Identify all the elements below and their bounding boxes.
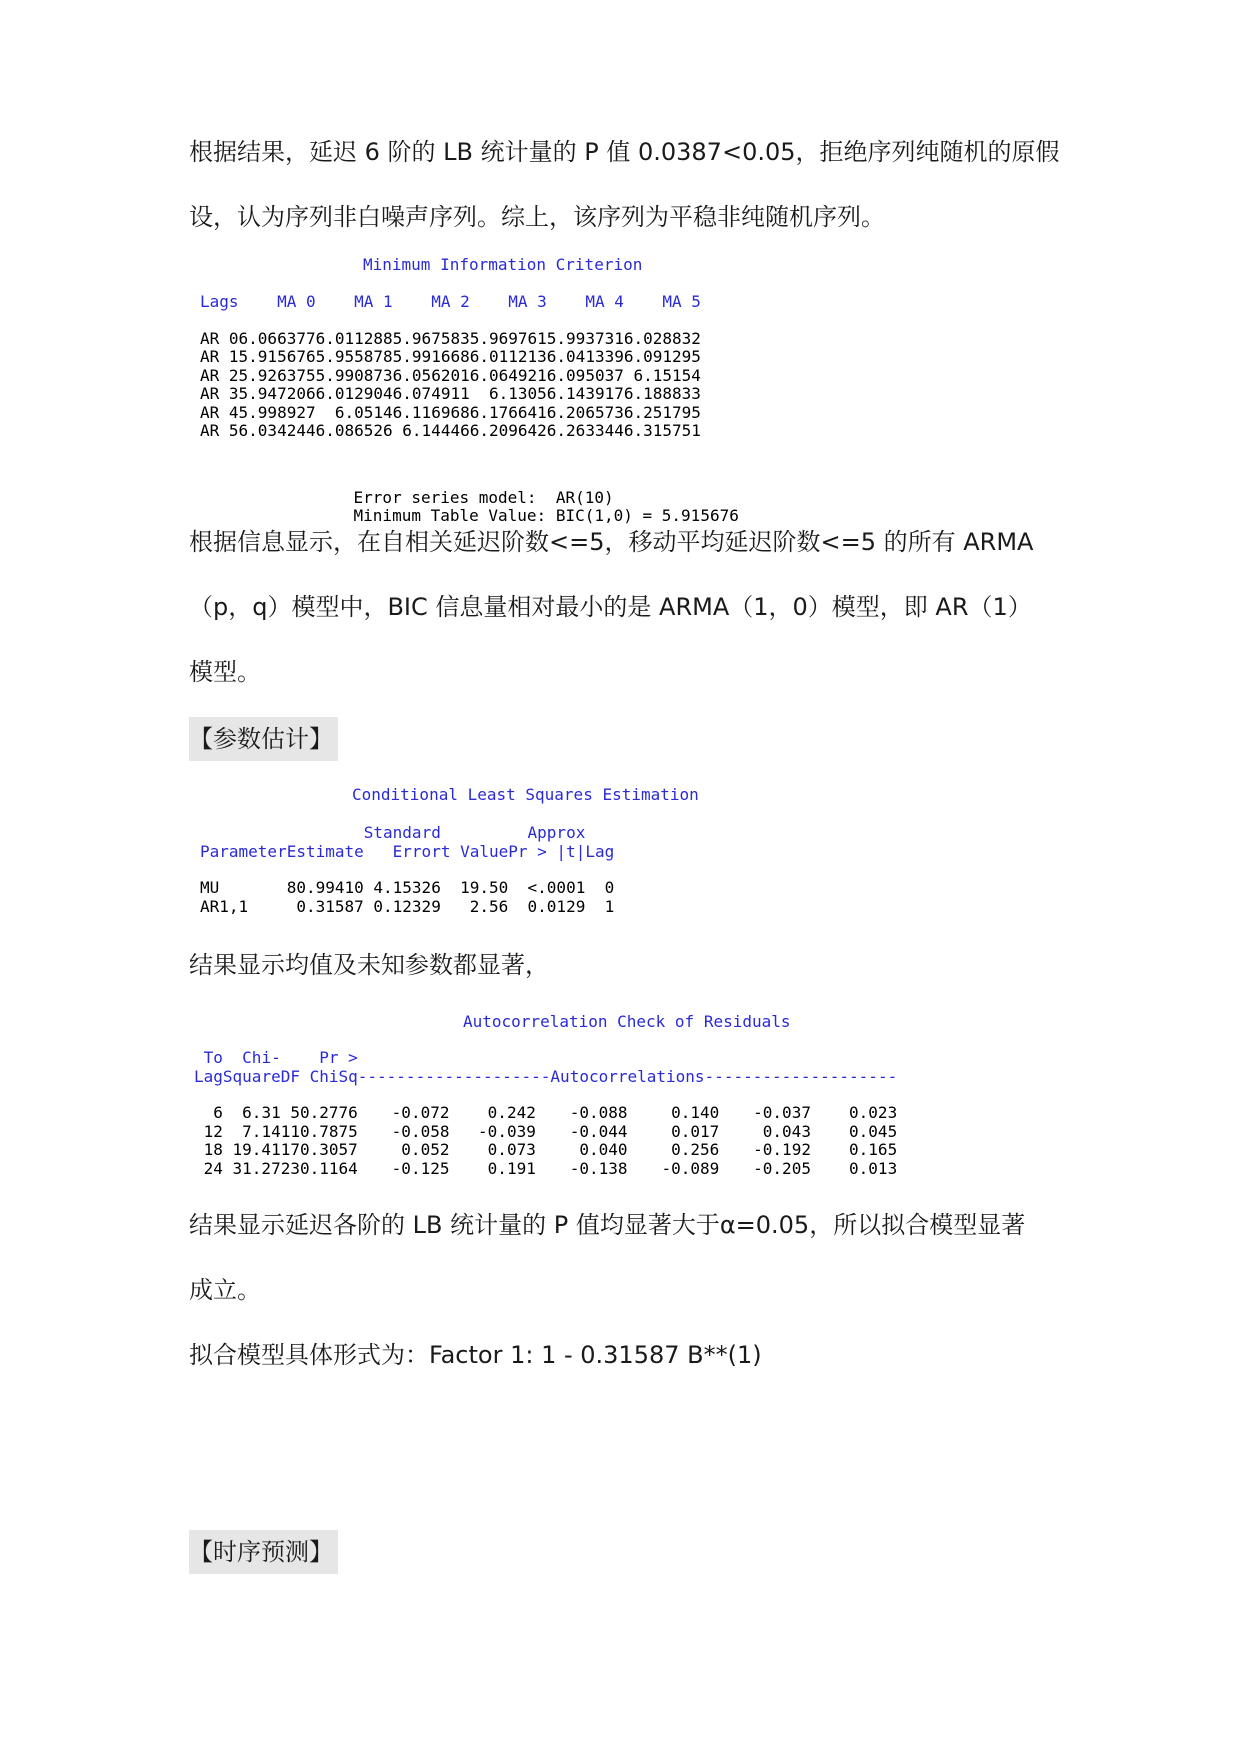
acr-row-cell: 18: [203, 1140, 223, 1159]
acr-header-cell: Chi-: [242, 1048, 281, 1067]
acr-row-cell: 0.043: [762, 1121, 811, 1141]
acr-row-cell: 0.2776: [299, 1103, 358, 1122]
mic-row-cell: 6.0514: [334, 402, 393, 422]
acr-header-top-row: [194, 1049, 897, 1068]
mic-footer-model: Error series model: AR(10): [353, 487, 614, 507]
mic-footer-min: Minimum Table Value: BIC(1,0) = 5.915676: [353, 505, 739, 525]
mic-row-cell: 6.263344: [546, 421, 624, 440]
mic-row-cell: 6.143917: [546, 384, 624, 403]
cls-row-cell: <.0001: [527, 878, 586, 897]
acr-row-cell: 0.052: [401, 1140, 450, 1159]
paragraph-bic-line3: 模型。: [189, 658, 261, 686]
acr-row-cell: 24: [203, 1158, 223, 1178]
cls-header-cell: Approx: [527, 823, 586, 842]
acr-row-cell: 0.165: [849, 1140, 898, 1159]
cls-title: Conditional Least Squares Estimation: [352, 785, 699, 804]
mic-header-cell: MA 4: [585, 292, 624, 311]
acr-row-cell: -0.138: [569, 1158, 628, 1178]
acr-row-cell: 0.256: [671, 1140, 720, 1159]
acr-row-cell: -0.072: [391, 1103, 450, 1122]
mic-row-cell: 6.15154: [633, 365, 701, 385]
mic-row-cell: AR 1: [200, 347, 239, 366]
acr-row-cell: 0.1164: [299, 1158, 358, 1178]
acr-row-cell: 0.242: [487, 1103, 536, 1122]
acr-row-cell: 0.3057: [299, 1140, 358, 1159]
mic-row-cell: 5.967583: [392, 328, 470, 348]
acr-row-cell: 6: [213, 1103, 223, 1122]
mic-row-cell: 6.095037: [546, 365, 624, 385]
cls-header-cell: t Value: [440, 841, 509, 861]
acr-row: [194, 1141, 897, 1160]
mic-row-cell: AR 0: [200, 328, 239, 348]
mic-header-cell: MA 3: [508, 292, 547, 311]
paragraph-bic-line1: 根据信息显示，在自相关延迟阶数<=5，移动平均延迟阶数<=5 的所有 ARMA: [189, 528, 1034, 556]
acr-row-cell: -0.089: [661, 1158, 720, 1178]
mic-table: [200, 293, 701, 441]
cls-header-cell: Pr > |t|: [508, 841, 586, 861]
section-heading-forecast: 【时序预测】: [189, 1530, 338, 1574]
acr-row-cell: 5: [290, 1103, 300, 1122]
acr-row-cell: 0.140: [671, 1103, 720, 1122]
cls-table: [200, 824, 614, 916]
mic-row-cell: 6.251795: [623, 402, 701, 422]
mic-row-cell: 5.926375: [238, 365, 316, 385]
mic-row-cell: 6.315751: [623, 421, 701, 440]
mic-header-cell: Lags: [200, 292, 239, 311]
acr-row-cell: 0.040: [579, 1140, 628, 1159]
mic-row-cell: 6.091295: [623, 347, 701, 366]
acr-row-cell: 7.14: [242, 1121, 281, 1141]
mic-row-cell: 6.034244: [238, 421, 316, 440]
cls-header-cell: Error: [392, 841, 441, 861]
cls-row-cell: 0: [604, 878, 615, 897]
mic-row-cell: 6.209642: [469, 421, 547, 440]
paragraph-lb-result-line1: 根据结果，延迟 6 阶的 LB 统计量的 P 值 0.0387<0.05，拒绝序列纯随机的原假: [189, 138, 1060, 166]
acr-header-cell: ChiSq: [309, 1066, 358, 1086]
paragraph-lb-result-line2: 设，认为序列非白噪声序列。综上，该序列为平稳非纯随机序列。: [189, 203, 885, 231]
mic-row-cell: 6.14446: [402, 421, 470, 440]
cls-row-cell: AR1,1: [200, 896, 249, 916]
cls-row-cell: 80.99410: [286, 878, 364, 897]
acr-row-cell: -0.044: [569, 1121, 628, 1141]
mic-row-cell: 5.991668: [392, 347, 470, 366]
cls-row-cell: 0.0129: [527, 896, 586, 916]
cls-row-cell: 19.50: [460, 878, 509, 897]
mic-row-cell: 5.993731: [546, 328, 624, 348]
acr-row-cell: -0.039: [478, 1121, 536, 1141]
acr-row-cell: -0.058: [391, 1121, 450, 1141]
acr-row-cell: 6.31: [242, 1103, 281, 1122]
cls-row: [200, 879, 614, 898]
mic-header-cell: MA 5: [662, 292, 701, 311]
acr-row: [194, 1104, 897, 1123]
cls-header-row: [200, 843, 614, 862]
acr-row-cell: 19.41: [232, 1140, 281, 1159]
mic-row: [200, 367, 701, 386]
acr-header-cell: To: [203, 1048, 223, 1067]
mic-row-cell: 6.066377: [238, 328, 316, 348]
mic-row: [200, 422, 701, 441]
mic-row-cell: 6.011288: [315, 328, 393, 348]
mic-row-cell: 5.990873: [315, 365, 393, 385]
mic-row-cell: 5.955878: [315, 347, 393, 366]
acr-header-row: [194, 1068, 897, 1087]
mic-header-cell: MA 2: [431, 292, 470, 311]
paragraph-model-form: 拟合模型具体形式为：Factor 1: 1 - 0.31587 B**(1): [189, 1341, 762, 1369]
acr-row-cell: -0.205: [753, 1158, 811, 1178]
mic-row-cell: 6.176641: [469, 402, 547, 422]
mic-row-cell: AR 4: [200, 402, 239, 422]
cls-header-cell: Standard: [363, 823, 441, 842]
acr-row-cell: 0.017: [671, 1121, 720, 1141]
acr-row-cell: 23: [280, 1158, 300, 1178]
mic-header-cell: MA 0: [277, 292, 316, 311]
mic-header-cell: MA 1: [354, 292, 393, 311]
paragraph-bic-line2: （p，q）模型中，BIC 信息量相对最小的是 ARMA（1，0）模型，即 AR（1）: [189, 593, 1032, 621]
mic-title: Minimum Information Criterion: [363, 255, 643, 274]
acr-header-cell: Pr >: [319, 1048, 358, 1067]
cls-row-cell: 0.31587: [296, 896, 364, 916]
acr-row: [194, 1160, 897, 1179]
mic-row-cell: 6.206573: [546, 402, 624, 422]
acr-row: [194, 1123, 897, 1142]
mic-row-cell: AR 2: [200, 365, 239, 385]
mic-row-cell: AR 5: [200, 421, 239, 440]
acr-row-cell: 0.013: [849, 1158, 898, 1178]
acr-row-cell: 31.27: [232, 1158, 281, 1178]
mic-row-cell: 5.915676: [238, 347, 316, 366]
cls-row-cell: 0.12329: [373, 896, 441, 916]
mic-row-cell: 5.998927: [238, 402, 316, 422]
paragraph-significance: 结果显示均值及未知参数都显著，: [189, 951, 549, 979]
mic-row-cell: 6.041339: [546, 347, 624, 366]
acr-autocorr-label: --------------------Autocorrelations--------------------: [357, 1066, 898, 1086]
acr-row-cell: -0.088: [569, 1103, 628, 1122]
acr-header-cell: Lag: [194, 1066, 223, 1086]
cls-row-cell: MU: [200, 878, 220, 897]
paragraph-lb-residual-line2: 成立。: [189, 1276, 261, 1304]
mic-row: [200, 330, 701, 349]
mic-row-cell: 6.1305: [488, 384, 547, 403]
acr-row-cell: 0.073: [487, 1140, 536, 1159]
cls-row-cell: 4.15326: [373, 878, 441, 897]
mic-row-cell: 6.188833: [623, 384, 701, 403]
acr-row-cell: 0.023: [849, 1103, 898, 1122]
cls-header-cell: Lag: [585, 841, 615, 861]
acr-header-cell: Square: [222, 1066, 281, 1086]
acr-row-cell: 17: [280, 1140, 300, 1159]
acr-row-cell: 0.7875: [299, 1121, 358, 1141]
paragraph-lb-residual-line1: 结果显示延迟各阶的 LB 统计量的 P 值均显著大于α=0.05，所以拟合模型显著: [189, 1211, 1026, 1239]
acr-title: Autocorrelation Check of Residuals: [463, 1012, 791, 1031]
acr-row-cell: -0.192: [753, 1140, 811, 1159]
mic-row-cell: 5.969761: [469, 328, 547, 348]
mic-row-cell: 6.011213: [469, 347, 547, 366]
cls-row-cell: 1: [604, 896, 615, 916]
acr-header-cell: DF: [280, 1066, 300, 1086]
acr-row-cell: 0.045: [849, 1121, 898, 1141]
mic-row-cell: 6.012904: [315, 384, 393, 403]
cls-row: [200, 898, 614, 917]
cls-row-cell: 2.56: [469, 896, 509, 916]
mic-row-cell: 6.056201: [392, 365, 470, 385]
mic-row-cell: 6.074911: [392, 384, 470, 403]
mic-row: [200, 385, 701, 404]
mic-row-cell: 5.947206: [238, 384, 316, 403]
acr-row-cell: 12: [203, 1121, 223, 1141]
cls-header-cell: Estimate: [286, 841, 364, 861]
acr-row-cell: -0.037: [753, 1103, 811, 1122]
mic-row-cell: 6.086526: [315, 421, 393, 440]
cls-header-top-row: [200, 824, 614, 843]
acr-row-cell: 0.191: [487, 1158, 536, 1178]
mic-row-cell: 6.064921: [469, 365, 547, 385]
mic-row-cell: 6.028832: [623, 328, 701, 348]
acr-table: [194, 1049, 897, 1178]
section-heading-param-estimation: 【参数估计】: [189, 717, 338, 761]
cls-header-cell: Parameter: [200, 841, 287, 861]
mic-row-cell: AR 3: [200, 384, 239, 403]
mic-row: [200, 348, 701, 367]
mic-row: [200, 404, 701, 423]
mic-header-row: [200, 293, 701, 312]
acr-row-cell: -0.125: [391, 1158, 450, 1178]
acr-row-cell: 11: [280, 1121, 300, 1141]
mic-row-cell: 6.116968: [392, 402, 470, 422]
